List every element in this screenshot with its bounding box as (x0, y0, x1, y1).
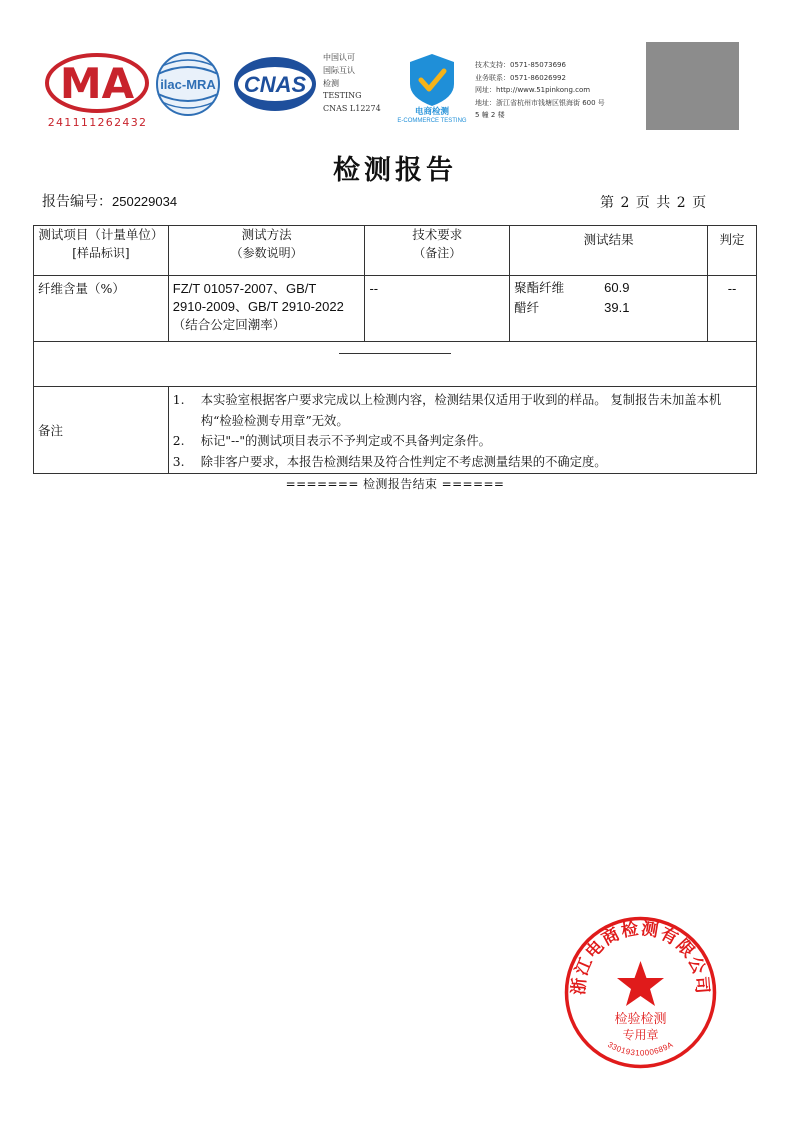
note-text: 标记"--"的测试项目表示不予判定或不具备判定条件。 (200, 434, 491, 448)
cma-number: 241111262432 (47, 116, 148, 129)
contact-line: 技术支持：0571-85073696 (475, 61, 566, 69)
header-test-method (168, 226, 365, 276)
cnas-logo-text: CNAS (243, 72, 307, 97)
header-test-item-line1: 测试项目（计量单位） (38, 227, 164, 242)
cnas-text-line: CNAS L12274 (323, 104, 381, 114)
blank-row-cell (34, 342, 757, 387)
contact-line: 5 幢 2 楼 (475, 111, 505, 120)
note-item (173, 452, 752, 473)
official-seal (563, 915, 718, 1070)
cnas-text-line: 国际互认 (323, 65, 355, 75)
note-number: 3. (172, 454, 185, 469)
redacted-qr-code (646, 42, 739, 130)
cnas-text-line: TESTING (323, 91, 362, 101)
star-icon (617, 961, 664, 1006)
test-method-line: FZ/T 01057-2007、GB/T (172, 281, 317, 296)
ecommerce-testing-logo (392, 50, 472, 124)
notes-content (168, 387, 756, 474)
result-fiber-name: 醋纤 (514, 300, 540, 315)
test-method-line: 2910-2009、GB/T 2910-2022 (172, 299, 344, 314)
header-test-method-line1: 测试方法 (241, 227, 292, 242)
seal-number: 3301931000689A (606, 1039, 675, 1058)
cnas-accreditation-text (323, 52, 391, 116)
cma-logo-text: MA (59, 59, 135, 108)
report-number-value: 250229034 (112, 194, 178, 209)
header-test-method-line2: （参数说明） (230, 246, 303, 260)
note-item (173, 390, 752, 431)
header-requirement (365, 226, 510, 276)
header-requirement-line2: （备注） (413, 246, 462, 260)
result-fiber-value: 60.9 (604, 280, 630, 295)
note-text: 本实验室根据客户要求完成以上检测内容，检测结果仅适用于收到的样品。 复制报告未加盖本机构“检验检测专用章”无效。 (200, 393, 722, 428)
contact-line: 网址：http://www.51pinkong.com (475, 86, 591, 95)
contact-line: 业务联系：0571-86026992 (475, 73, 566, 82)
page-indicator: 第 2 页 共 2 页 (600, 195, 708, 211)
seal-center-line2: 专用章 (622, 1028, 659, 1042)
note-item (173, 431, 752, 452)
note-number: 2. (172, 434, 185, 448)
cnas-text-line: 检测 (323, 78, 339, 88)
ilac-mra-logo (152, 50, 224, 118)
header-judgement: 判定 (708, 226, 757, 276)
cnas-text-line: 中国认可 (323, 53, 355, 62)
result-fiber-value: 39.1 (604, 300, 630, 315)
test-method-cell (168, 276, 365, 342)
cnas-logo (232, 54, 318, 114)
header-test-item-line2: [样品标识] (72, 246, 130, 260)
result-cell (510, 276, 708, 342)
seal-org-name: 浙江电商检测有限公司 (568, 918, 713, 996)
header-result: 测试结果 (510, 226, 708, 276)
test-results-table (33, 225, 757, 474)
table-header-row (34, 226, 757, 276)
contact-info (475, 59, 645, 122)
header-test-item (34, 226, 169, 276)
ilac-mra-logo-text: ilac-MRA (160, 77, 216, 92)
judgement-cell: -- (708, 276, 757, 342)
note-text: 除非客户要求，本报告检测结果及符合性判定不考虑测量结果的不确定度。 (200, 454, 607, 469)
notes-row (34, 387, 757, 474)
blank-row-divider (339, 353, 451, 354)
notes-label: 备注 (34, 387, 169, 474)
report-number-label: 报告编号： (42, 194, 112, 210)
header-requirement-line1: 技术要求 (412, 227, 463, 242)
report-number (42, 191, 177, 211)
contact-line: 地址：浙江省杭州市钱塘区银海街 600 号 (475, 98, 605, 107)
requirement-cell: -- (365, 276, 510, 342)
test-item-cell: 纤维含量（%） (34, 276, 169, 342)
test-method-line: （结合公定回潮率） (172, 317, 286, 332)
report-end-marker: ======= 检测报告结束 ====== (285, 477, 505, 491)
result-fiber-name: 聚酯纤维 (514, 280, 565, 295)
table-row (34, 276, 757, 342)
seal-center-line1: 检验检测 (614, 1012, 667, 1027)
ecommerce-logo-en: E-COMMERCE TESTING (397, 118, 467, 124)
blank-row (34, 342, 757, 387)
ecommerce-logo-cn: 电商检测 (414, 107, 450, 117)
note-number: 1. (172, 393, 185, 407)
report-title: 检测报告 (333, 155, 457, 186)
cma-logo (45, 53, 150, 113)
